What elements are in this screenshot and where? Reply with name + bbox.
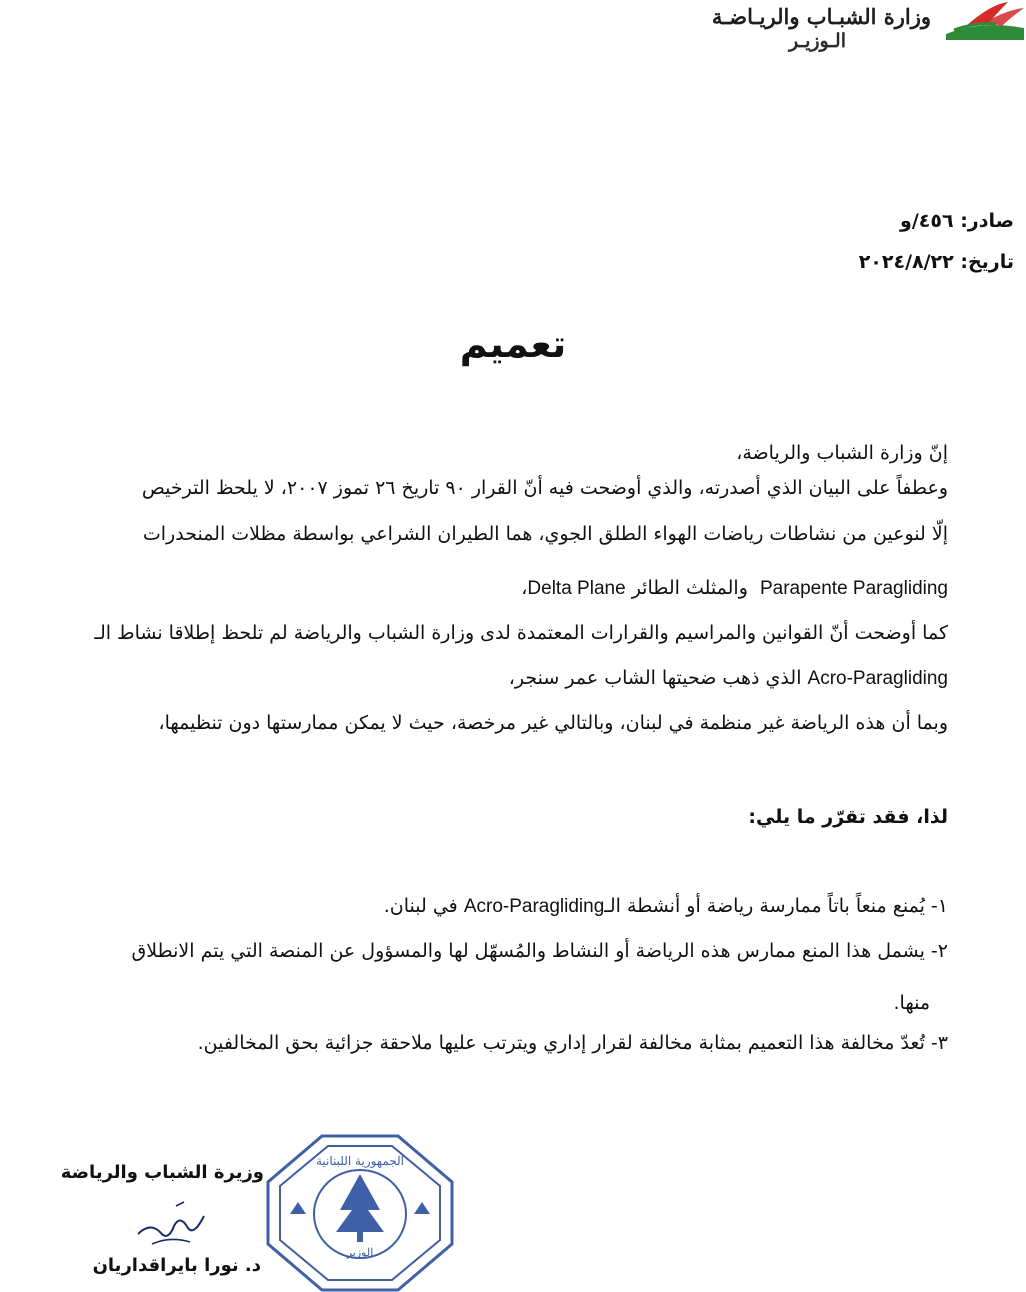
acro-term: Acro-Paragliding [807, 668, 948, 689]
delta-phrase: والمثلث الطائر [631, 577, 748, 599]
paragraph-1-line-3: Parapente Paragliding والمثلث الطائر Delta Plane، [521, 577, 948, 599]
signatory-title: وزيرة الشباب والرياضة [60, 1162, 264, 1183]
paragraph-1-line-1: وعطفاً على البيان الذي أصدرته، والذي أوضحت فيه أنّ القرار ٩٠ تاريخ ٢٦ تموز ٢٠٠٧، لا يلحظ الترخيص [141, 477, 948, 499]
official-stamp [262, 1132, 458, 1292]
signatory-name: د. نورا بايراقداريان [92, 1255, 261, 1276]
item-1-text-b: في لبنان. [383, 895, 458, 917]
reference-number: صادر: ٤٥٦/و [900, 210, 1014, 232]
item-1-acro-term: Acro-Paragliding [463, 896, 605, 917]
delta-plane-term: Delta Plane [527, 578, 626, 599]
decision-item-2: ٢- يشمل هذا المنع ممارس هذه الرياضة أو النشاط والمُسهّل لها والمسؤول عن المنصة التي يتم الانطلاق [131, 940, 948, 962]
decision-heading: لذا، فقد تقرّر ما يلي: [748, 806, 948, 828]
handwritten-signature [130, 1192, 210, 1252]
paragraph-1-line-2: إلّا لنوعين من نشاطات رياضات الهواء الطلق الجوي، هما الطيران الشراعي بواسطة مظلات المنحدرات [142, 523, 948, 545]
decision-item-2-continuation: منها. [893, 992, 930, 1014]
parapente-term: Parapente Paragliding [759, 578, 948, 599]
ministry-logo [936, 0, 1026, 40]
document-date: تاريخ: ٢٠٢٤/٨/٢٢ [858, 251, 1014, 273]
stamp-ring-text: الجمهورية اللبنانية [315, 1154, 405, 1168]
item-1-text-a: ١- يُمنع منعاً باتاً ممارسة رياضة أو أنشطة الـ [604, 895, 948, 917]
paragraph-2-line-2 [78, 665, 948, 692]
paragraph-2-line-1: كما أوضحت أنّ القوانين والمراسيم والقرارات المعتمدة لدى وزارة الشباب والرياضة لم تلحظ إطلاقا نشاط الـ [94, 622, 948, 644]
intro-line: إنّ وزارة الشباب والرياضة، [736, 442, 948, 464]
stamp-center-text: الوزير [346, 1246, 374, 1259]
document-title: تعميم [459, 322, 567, 366]
paragraph-3: وبما أن هذه الرياضة غير منظمة في لبنان، وبالتالي غير مرخصة، حيث لا يمكن ممارستها دون تنظيمها، [158, 712, 948, 734]
paragraph-2-line-2-text: الذي ذهب ضحيتها الشاب عمر سنجر، [508, 667, 802, 689]
minister-title: الـوزيـر [789, 30, 846, 52]
decision-item-1 [78, 893, 948, 920]
decision-item-3: ٣- تُعدّ مخالفة هذا التعميم بمثابة مخالفة لقرار إداري ويترتب عليها ملاحقة جزائية بحق المخالفين. [197, 1032, 948, 1054]
ministry-name: وزارة الشبـاب والريـاضـة [711, 4, 931, 29]
